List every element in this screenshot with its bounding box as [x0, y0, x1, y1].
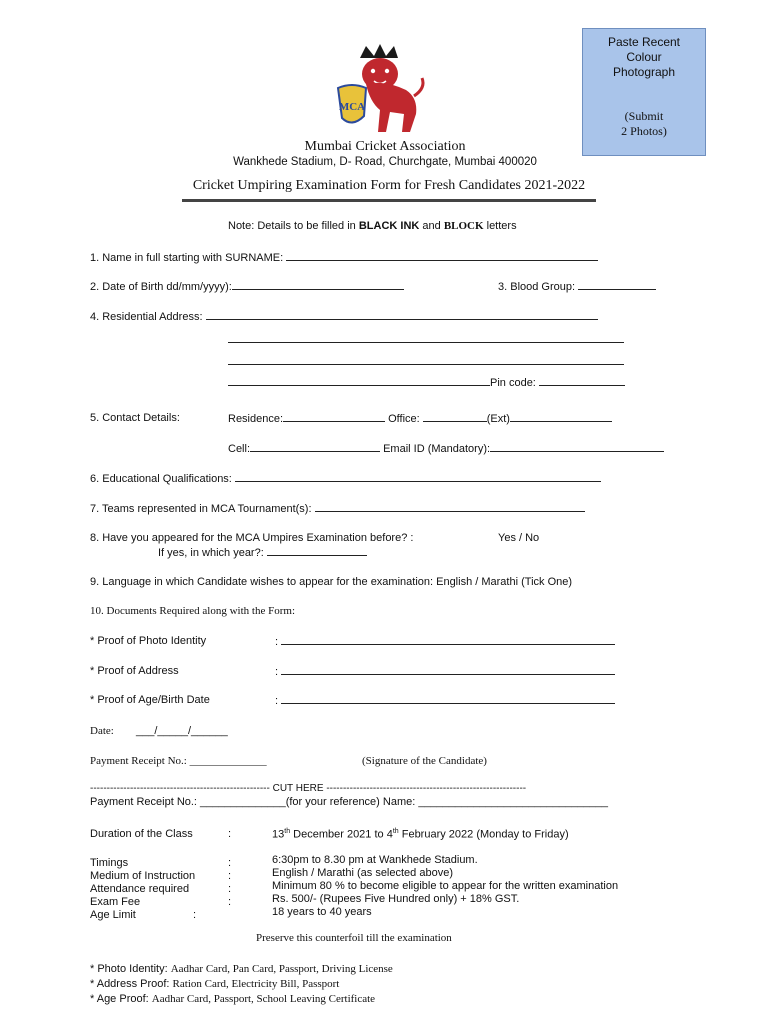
note-block: BLOCK [443, 220, 484, 232]
doc-photo-label: * Proof of Photo Identity [90, 635, 207, 647]
field-education-row [90, 472, 601, 485]
duration-start-day: 13 [272, 828, 285, 841]
duration-end: February 2022 (Monday to Friday) [398, 828, 569, 841]
attendance-colon: : [228, 883, 232, 895]
duration-sup-start: th [284, 828, 291, 835]
ext-label: (Ext) [486, 413, 510, 425]
field-documents-heading: 10. Documents Required along with the Form: [90, 605, 295, 617]
field-blood-row [498, 280, 656, 293]
residence-label: Residence: [228, 413, 284, 425]
timings-colon: : [228, 857, 232, 869]
medium-colon: : [228, 870, 232, 882]
address-input-line-1[interactable] [206, 310, 598, 320]
logo-text: MCA [338, 101, 366, 113]
timings-value: 6:30pm to 8.30 pm at Wankhede Stadium. [272, 854, 478, 866]
attendance-label: Attendance required [90, 883, 190, 895]
date-input-line[interactable]: ___/_____/______ [136, 725, 228, 737]
office-label: Office: [385, 413, 423, 425]
instruction-note [228, 220, 517, 232]
field-blood-label: 3. Blood Group: [498, 281, 579, 293]
org-name: Mumbai Cricket Association [304, 139, 466, 154]
cell-label: Cell: [228, 443, 251, 455]
field-name-label: 1. Name in full starting with SURNAME: [90, 252, 287, 264]
counterfoil-labels [90, 857, 195, 922]
field-contact-label: 5. Contact Details: [90, 412, 180, 424]
candidate-signature-label: (Signature of the Candidate) [362, 755, 487, 767]
appeared-yes-no-option[interactable]: Yes / No [498, 532, 540, 544]
pin-code-input-line[interactable] [539, 376, 625, 386]
address-input-line-3[interactable] [228, 364, 624, 365]
exam-fee-colon: : [228, 896, 232, 908]
photo-placeholder-box [582, 28, 706, 156]
note-suffix: letters [483, 220, 517, 232]
footnote-address-text: Ration Card, Electricity Bill, Passport [172, 978, 340, 990]
address-input-line-4[interactable] [228, 376, 490, 386]
doc-photo-row [275, 635, 615, 648]
footnote-age-proof [90, 991, 393, 1006]
ext-input-line[interactable] [510, 412, 612, 422]
office-input-line[interactable] [423, 412, 487, 422]
counterfoil-values [272, 854, 618, 919]
cell-input-line[interactable] [250, 442, 380, 452]
which-year-row [158, 546, 367, 559]
address-input-line-2[interactable] [228, 342, 624, 343]
blood-group-input-line[interactable] [578, 280, 656, 290]
footnote-photo-identity [90, 961, 393, 976]
age-limit-label: Age Limit [90, 909, 136, 921]
photo-box-instruction: Paste Recent Colour Photograph [607, 35, 681, 79]
pin-code-label: Pin code: [490, 377, 539, 389]
attendance-value: Minimum 80 % to become eligible to appear for the written examination [272, 880, 619, 892]
exam-fee-label: Exam Fee [90, 896, 141, 908]
field-education-label: 6. Educational Qualifications: [90, 473, 235, 485]
duration-label: Duration of the Class [90, 828, 193, 840]
doc-address-row [275, 665, 615, 678]
field-teams-row [90, 502, 585, 515]
preserve-counterfoil-note: Preserve this counterfoil till the examination [256, 932, 452, 944]
doc-photo-input-line[interactable] [281, 635, 615, 645]
education-input-line[interactable] [235, 472, 601, 482]
exam-fee-value: Rs. 500/- (Rupees Five Hundred only) + 18% GST. [272, 893, 520, 905]
medium-label: Medium of Instruction [90, 870, 196, 882]
duration-sup-end: th [392, 828, 399, 835]
residence-input-line[interactable] [283, 412, 385, 422]
which-year-label: If yes, in which year?: [158, 547, 267, 559]
age-limit-colon: : [193, 909, 197, 921]
age-limit-value: 18 years to 40 years [272, 906, 372, 918]
field-dob-label: 2. Date of Birth dd/mm/yyyy): [90, 281, 232, 293]
note-mid: and [419, 220, 444, 232]
doc-photo-colon: : [275, 636, 279, 648]
footnote-photo-text: Aadhar Card, Pan Card, Passport, Driving License [170, 963, 393, 975]
mca-lion-logo-icon [330, 40, 430, 140]
timings-label: Timings [90, 857, 129, 869]
field-teams-label: 7. Teams represented in MCA Tournament(s): [90, 503, 315, 515]
field-name-row [90, 251, 598, 264]
field-dob-row [90, 280, 404, 293]
footnotes [90, 961, 393, 1006]
duration-colon: : [228, 828, 232, 840]
doc-age-colon: : [275, 695, 279, 707]
title-underline-divider [182, 199, 596, 202]
field-address-row [90, 310, 598, 323]
footnote-photo-label: * Photo Identity: [90, 963, 171, 975]
footnote-address-proof [90, 976, 393, 991]
which-year-input-line[interactable] [267, 546, 367, 556]
counterfoil-colons [228, 857, 231, 909]
field-appeared-label: 8. Have you appeared for the MCA Umpires Examination before? : [90, 532, 414, 544]
cut-here-divider: ------------------------------------------------------ CUT HERE ------------------------------------------------------------ [90, 783, 527, 794]
doc-age-row [275, 694, 615, 707]
counterfoil-receipt-line[interactable]: Payment Receipt No.: ______________(for your reference) Name: _______________________________ [90, 796, 608, 808]
dob-input-line[interactable] [232, 280, 404, 290]
footnote-address-label: * Address Proof: [90, 978, 173, 990]
address-line-4-row [228, 376, 625, 389]
teams-input-line[interactable] [315, 502, 585, 512]
date-label: Date: [90, 725, 114, 737]
email-label: Email ID (Mandatory): [380, 443, 491, 455]
doc-address-colon: : [275, 666, 279, 678]
email-input-line[interactable] [490, 442, 664, 452]
org-address: Wankhede Stadium, D- Road, Churchgate, Mumbai 400020 [233, 156, 537, 168]
payment-receipt-field[interactable]: Payment Receipt No.: ______________ [90, 755, 267, 767]
footnote-age-label: * Age Proof: [90, 993, 152, 1005]
doc-address-input-line[interactable] [281, 665, 615, 675]
name-input-line[interactable] [286, 251, 598, 261]
field-language-label: 9. Language in which Candidate wishes to appear for the examination: English / Marathi (Tick One) [90, 576, 573, 588]
doc-age-input-line[interactable] [281, 694, 615, 704]
form-title: Cricket Umpiring Examination Form for Fresh Candidates 2021-2022 [192, 178, 586, 193]
duration-value [272, 828, 569, 841]
medium-value: English / Marathi (as selected above) [272, 867, 453, 879]
field-address-label: 4. Residential Address: [90, 311, 206, 323]
footnote-age-text: Aadhar Card, Passport, School Leaving Certificate [151, 993, 376, 1005]
doc-address-label: * Proof of Address [90, 665, 179, 677]
contact-cell-row [228, 442, 664, 455]
doc-age-label: * Proof of Age/Birth Date [90, 694, 210, 706]
photo-box-submit-note: (Submit 2 Photos) [621, 109, 667, 138]
duration-mid: December 2021 to 4 [290, 828, 393, 841]
note-black-ink: BLACK INK [358, 220, 420, 232]
contact-residence-row [228, 412, 612, 425]
note-prefix: Note: Details to be filled in [228, 220, 359, 232]
